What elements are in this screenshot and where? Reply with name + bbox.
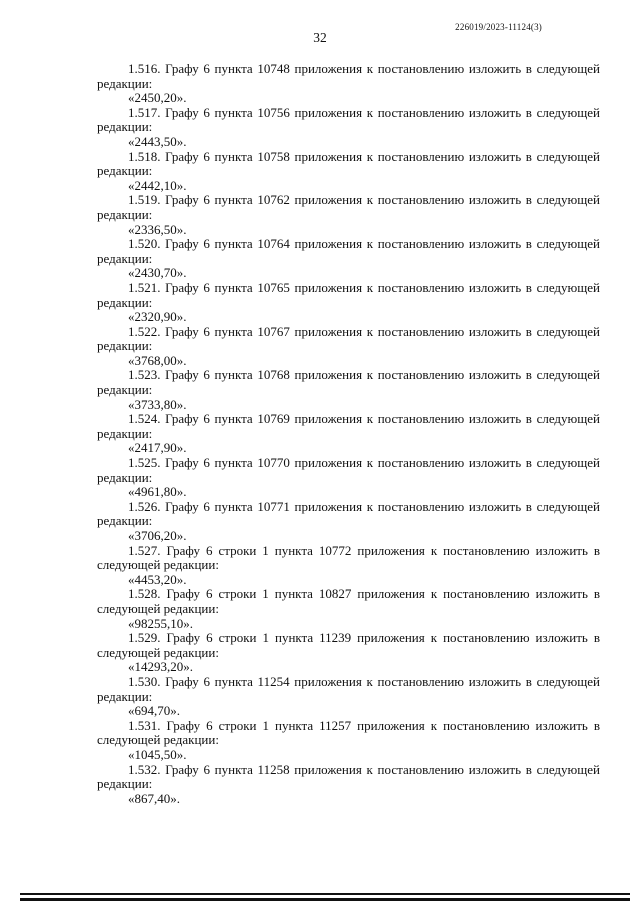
list-item xyxy=(97,763,600,807)
list-item xyxy=(97,544,600,588)
list-item xyxy=(97,193,600,237)
item-value: «3768,00». xyxy=(128,352,187,368)
item-text: 1.529. Графу 6 строки 1 пункта 11239 приложения к постановлению изложить в следующей редакции: xyxy=(97,630,600,660)
item-text: 1.519. Графу 6 пункта 10762 приложения к постановлению изложить в следующей редакции: xyxy=(97,192,600,222)
item-text: 1.530. Графу 6 пункта 11254 приложения к постановлению изложить в следующей редакции: xyxy=(97,673,600,704)
page-edge-line xyxy=(20,893,630,895)
list-item xyxy=(97,62,600,106)
item-value: «2430,70». xyxy=(128,265,187,281)
item-value: «2417,90». xyxy=(128,440,187,456)
item-value: «2450,20». xyxy=(128,90,187,106)
item-value: «4453,20». xyxy=(128,571,187,587)
list-item xyxy=(97,368,600,412)
list-item xyxy=(97,500,600,544)
document-body xyxy=(97,62,600,806)
list-item xyxy=(97,675,600,719)
item-value: «4961,80». xyxy=(128,484,187,500)
item-text: 1.518. Графу 6 пункта 10758 приложения к постановлению изложить в следующей редакции: xyxy=(97,148,600,179)
item-value: «3733,80». xyxy=(128,396,187,412)
list-item xyxy=(97,587,600,631)
list-item xyxy=(97,412,600,456)
list-item xyxy=(97,106,600,150)
item-value: «1045,50». xyxy=(128,746,187,762)
item-text: 1.522. Графу 6 пункта 10767 приложения к постановлению изложить в следующей редакции: xyxy=(97,323,600,354)
item-text: 1.516. Графу 6 пункта 10748 приложения к постановлению изложить в следующей редакции: xyxy=(97,61,600,91)
page-number: 32 xyxy=(313,30,327,45)
item-value: «2320,90». xyxy=(128,309,187,325)
item-value: «2442,10». xyxy=(128,177,187,193)
item-text: 1.525. Графу 6 пункта 10770 приложения к постановлению изложить в следующей редакции: xyxy=(97,455,600,485)
item-text: 1.528. Графу 6 строки 1 пункта 10827 приложения к постановлению изложить в следующей редакции: xyxy=(97,586,600,616)
item-value: «14293,20». xyxy=(128,659,193,675)
list-item xyxy=(97,281,600,325)
list-item xyxy=(97,325,600,369)
item-text: 1.523. Графу 6 пункта 10768 приложения к постановлению изложить в следующей редакции: xyxy=(97,367,600,398)
list-item xyxy=(97,631,600,675)
list-item xyxy=(97,719,600,763)
item-value: «2443,50». xyxy=(128,133,187,149)
item-text: 1.527. Графу 6 строки 1 пункта 10772 приложения к постановлению изложить в следующей редакции: xyxy=(97,542,600,573)
item-value: «867,40». xyxy=(128,790,180,806)
page-edge-line xyxy=(20,898,630,901)
item-value: «694,70». xyxy=(128,703,180,719)
document-id: 226019/2023-11124(3) xyxy=(455,22,542,32)
item-text: 1.531. Графу 6 строки 1 пункта 11257 приложения к постановлению изложить в следующей редакции: xyxy=(97,717,600,748)
list-item xyxy=(97,150,600,194)
item-text: 1.521. Графу 6 пункта 10765 приложения к постановлению изложить в следующей редакции: xyxy=(97,279,600,310)
item-text: 1.517. Графу 6 пункта 10756 приложения к постановлению изложить в следующей редакции: xyxy=(97,104,600,135)
item-text: 1.524. Графу 6 пункта 10769 приложения к постановлению изложить в следующей редакции: xyxy=(97,411,600,441)
list-item xyxy=(97,456,600,500)
item-value: «3706,20». xyxy=(128,528,187,543)
item-value: «98255,10». xyxy=(128,615,193,631)
item-text: 1.520. Графу 6 пункта 10764 приложения к постановлению изложить в следующей редакции: xyxy=(97,236,600,266)
item-text: 1.526. Графу 6 пункта 10771 приложения к постановлению изложить в следующей редакции: xyxy=(97,498,600,529)
item-text: 1.532. Графу 6 пункта 11258 приложения к постановлению изложить в следующей редакции: xyxy=(97,761,600,792)
list-item xyxy=(97,237,600,281)
item-value: «2336,50». xyxy=(128,221,187,237)
